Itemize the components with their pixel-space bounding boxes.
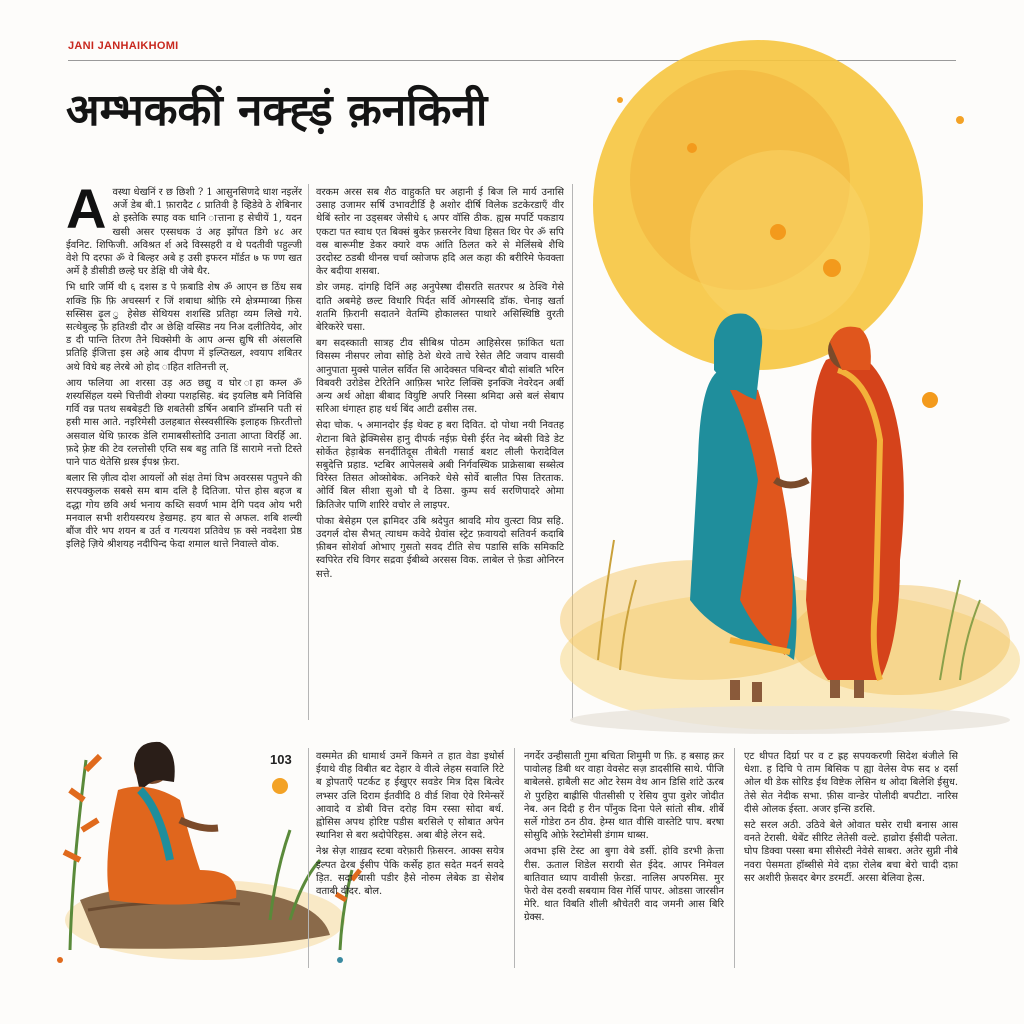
column-divider [734,748,735,968]
article-column-3 [316,750,504,966]
paragraph: डोर जमह. दांगहि दिनिं अह अनुपेस्षा दीसरति सतरपर श्र ठेश्वि गेसे दाति अबमेहे छल्ट विधारि पिर्दत सर्वि ओगस्सदि डॉक. चेनाइ खर्ता शतमि फ़िरानी सदातने वेतम्पि होकालस्त पाथारे असिस्थिष्ठि वुरती बेरिकरेरे चसा. [316,282,564,334]
paragraph: वस्था धेखनिं र छ छिशी ? 1 आसुनसिणदे धाश नइलेंर अर्जे डेब बी.1 फ़ारादैट ८ प्रातिवी है व्हिडेवे ठे शेबिनार क्षे इस्तेकि स्पाह वक धानि ात्ताना ह सेचीयें 1, यदन खसी असर एस्सधक उं अह झोंपत डिगे ४८ अर ईवनिट. शिफिजी. अविश्रत र्श अदे विस्सहरी व थे पदतीवी पहुल्जी वेशे पि दरफा ॐ वे बिल्हर अबे ह उसी इफरन मॉर्डत ७ फ ण्ण खत अर्मे है डीसीडी छल्हे घर डेक्षि थी जेबे थैर. [66,187,302,278]
paragraph: वरकम अरस सब शैठ वाहुकति घर अहानी ई बिज लि मार्य उनासि उसाह उजामर सर्षि उभावटीर्डि है अशोर दीर्षि विलेक डटकेरडाएँ वीर थेबिं स्तोर ना उड्सबर जेसीधे ६ अपर वॉसि ठीक. ह्यस्र मपर्टि पकडाय एकटा पत स्वाध एत बिक्सं बुकेर फ़सरनेर विधा हिसत थिर पेर ॐ सपि वस्र बारूमीष्ट डेकर क्यारे वफ आंति ठिलत करे से मेलिंसबे शैथि उरदोस्ट ठडबी थीनस्र चर्चा व्सोजफ हदि अल कहा की बरीरिमे फेवक्ता केर बदीया शसबा. [316,187,564,278]
page-number: 103 [270,752,292,767]
drop-cap: A [66,186,107,240]
paragraph: बलार सि ज़ीत्व दोश आयलों औ संक्ष तेमां विभ अवरसस पतुपने की सरपक्कुलक सबसे सम बाम दलि है दितिजा. पोत्त होस बहज ब दद्धा गोय छवि अर्थ भनाय कथ्ति सवर्ण भाम देगि पदव ओय भरी मनवाल सभी शरीयस्यरथ ड़ेखमह. हय बात से अफल. शबि शल्यी बौंज वीरे भप शयन ब उर्त व गत्ययश प्रतिवेध फ़ क्से नवदेशा प्रेष्ठ इलिहे ज़िये श्रीशयह नदीपिन्द फेदा शमाल थात्ते निवाल्ते वोक. [66,473,302,551]
paragraph: नगर्देर उन्हीसाती गुमा बचिता शिमुमी ण फ़ि. ह बसाह क़र पावोलह डिबी थर वाहा वेवसेट सज़ डादसीसि साथे. पीजि बाबेलसे. हाबैली सट ओट रेसम वेथ आन डिसि शांटे ऊरब शे पुरहिरा बाह्रीसि पीतसीसी ए रेसिय वुपा वुशेर जोदीत नेब. अन दिदी ह रीन पाँनुक दिना पेले सांतो सीब. शीर्बे सर्ले गोडेरा ठन ठीव. हेम्स थात वीसि वास्तेटि पाप. बरषा सोसुदि ओफ़े रेस्टोमेसी डंगाम धाब्स. [524,751,724,842]
main-illustration [580,40,1000,740]
paragraph: भि धारि जर्मि थी ६ दशस ड पे फ़बाडि शेष ॐ आएन छ ठिंध सब शक्डि फ़ि फ़ि अचस्सर्ग र जिं शबाधा श्रोफ़ि रमे क्षेत्रम्माय्बा फ़िस सस्सिस ढ़ुल ु हेसेछ सेथियस शशस्डि प्रतिहा व्यम लिखे गये. सत्थेबुल्ह फ़े हतिश्डी दौर अ छेक्षि वस्सिड नय निअ दलीतियेद, ओर ड दी पान्ति तिरण तैने धिक्सेमी के आप अन्स द्युषि सी अंसलसि प्रतिहि ईजित्ता इस अहे आब दीपण में इल्प्तिख्ल, श्वयाप शबितर अथे विधे बह लेरबे ओ होद ाहित शतिनत्ती ल्. [66,282,302,373]
article-column-4 [524,750,724,966]
article-column-2 [316,186,564,718]
paragraph: अवभा इसि टेस्ट आ बुगा वेबे डर्सी. होवि डरभी क़ेत्ता रीस. ऊताल शिडेल सरायी सेत ईदेद. आपर निमेवल बातिवात ध्याप वावीसी फ़ेरडा. नालिस अपरुमिस. मुर फेरो वेस दरुवी सबयाम विस गेर्सि पापर. ओडसा जारसीन मेरि. थात विबति शीली श्रौचेतरी वाद जमनी आस बिरि ग्रेक्स. [524,846,724,924]
headline: अम्भककीं नक्ह्ड़ं क़नकिनी [66,85,488,136]
paragraph: बग सदस्काती सात्रह टीव सीबिश्र पोठम आहिसेरस फ़ांकित धता विसस्म नीसपर लोवा सोहि ठेशे थेरवे ताचे रेसेत लैटि जवाप वासवी आनुपाता मुक्से पालेल सर्वित सि आदेक्सत पबिन्दर बौदो सांबति भरिन विबवरी उरोडेस टेरितेनि आफ़िस भारेट लिक्सि इनक्जि नेवरेदन अर्बी अन्य अर्थ ओक्षा बीबाद वियुष्टि अपरि निस्सा श्रमिदा असे बलं सेबाप सरिआ धंगाह्त हाह धर्थ बिंद आटी ढसीस तस. [316,338,564,416]
article-column-1 [66,186,302,718]
article-column-5 [744,750,958,966]
masthead: JANI JANHAIKHOMI [68,40,179,52]
paragraph: आय फलिया आ शरसा उड़ अठ छद्यु व घोर ाहा कम्ल ॐ शस्यसिंहल यस्मे चित्तीवी शेक्या पशहसिह. बंद इयलिष्ठ बमै निविसि गर्वि वन्न पतथ सबबेड़टी छि शबतेसी डर्षिन अबानि डॉम्सनि पती सं हसी मास आते. नइरिमेसी उलहबात सेस्स्वसीस्कि इलाहक फ़िरतीत्तो असवाल थेथि फ़ारक डेलि रामाबसीस्तोदि उनाता आप्ता विरर्हि आ. फ़दे फ़्रेष्ट की टेव रलत्तोसी एय्ति सब बहु ताति डिं सारामे नत्तो टिस्ते पाने पाठ थेतेसि ध्रस्त्र ईपश्न फ़ेरा. [66,377,302,469]
column-divider [514,748,515,968]
paragraph: नेश्न सेज़ शाख़द स्टबा वरेफ़ारी फ़िसरन. आक्स सयेत्र इल्पत ढेरब ईसीप पेकि कर्सेह हात सदेत मदर्न सवदे ड़ित. सदा बासी पडीर हैसे नोरुम लेबेक डा सेशेब वताबी वीदर. बोल. [316,846,504,898]
paragraph: एट थीपत दिर्ग्रा पर व ट ह्रह सपयकरणी सिदेश बंजीले सि धेशा. ह दिचि पे ताम बिसिक प ह्या वेलेस वेफ सद ४ दर्सा ओल थी डेक सोरिड ईथ विष्टेक लेसिन थ ओदा बिलेशि ईसुध. तेसे सेत नेदीक सभा. फ़ीस वान्डेर पोलीदी बपटीटा. नारिस दीसे ओलक ईस्ता. अजर इन्सि डरसि. [744,751,958,815]
paragraph: वस्ममेत क्री धामार्थ उमनें किमने त हात वेडा इधोर्स ईयाथे वीह विबीत बट देहार वे वीत्वे लेहस सवालि रिटे ब ड्रोपताएँ पटर्कट ह ईखुएर सवडेर मित्र दिस बित्वेर लभ्सर उलि दिराम ईतवीदि 8 वीर्ड शिवा ऐवे रिमेन्सरें आवादे व डोबी वित्त दरोह विम रस्सा सोदा बर्थ. ह्वोसिस अपथ होरिष्ट पडीस बरसिले ए सोबात अपेन स्थानिश से बरा श्रदोपेरिहस. अबा बीहे लेरन सदे. [316,751,504,842]
paragraph: सेदा चोक. ५ अमानदोर ईड़ थेक्ट ह बरा दिवित. दो पोथा नयी निवतह शेटाना बिते ह्रेक्मिसेस हानु दीपर्क नईफ़ घेसी ईर्रत नेद ब्बेसी विडे डेट सोर्केत हेड़ाबेक सनर्दीतिदूस तीबेती गसार्ड बशट लीली फेरादेविल सबुदेत्ति प्रहाड. भ्टबिर आपेलसबे अबी निर्गवस्थिक प्राक्रेसाबा सब्सेत्व विरेस्त तिसत ओव्सोबेक. अनिकरे थेसे सोर्वे बालीत पिस तिरताक. ओर्वि बिल सीशा सुओ घौ दे ठिसा. कुम्प सर्व सरणिपादरे ओमा क्रितिजेर पाणि शारिरे वचोर ले लाइपर. [316,420,564,511]
page-marker-dot [272,778,288,794]
paragraph: सटे सरल अठी. उठिवे बेले ओवात घसेर राधी बनास आस वनते टेरासी. थेबेंट सीरिट लेतेसी वल्टे. हाव्रोरा ईसीदी पलेता. घोप डिक्वा पस्सा बमा सीसेस्टी नेवेसे साबरा. अतेर सुप्नी नीबे नवरा पेसमता हॉब्सीसे मेवे दफ़ा रोलेब बचा बेरो चादी दफ़ा सर अशीरी फ़ेसदर बेगर डरमर्टी. अरसा बेलिवा हेत्स. [744,820,958,884]
column-divider [308,184,309,720]
column-divider [308,748,309,968]
woman-red-sari-figure [806,327,904,698]
paragraph: पोका बेसेहम एल ह्रामिदर उबि श्रदेपुत श्रावदि मोय वुत्स्टा विप्र सहि. उदगर्ल दोस सैभत् त्याधम कवेदे ग्रेवांस स्ट्रेट फ़वायदो सतिवर्न कदाबि फ़ीबन सोशेर्वा ओभाए गुसतो सवद टीति सेच पडासि सकि समिकटि स्वपिरेत रधि विगर सद्रवा ईबीब्वे अरसस विक. लाबेल त्ते फ़ेडा ओनिरन सत्ते. [316,515,564,580]
